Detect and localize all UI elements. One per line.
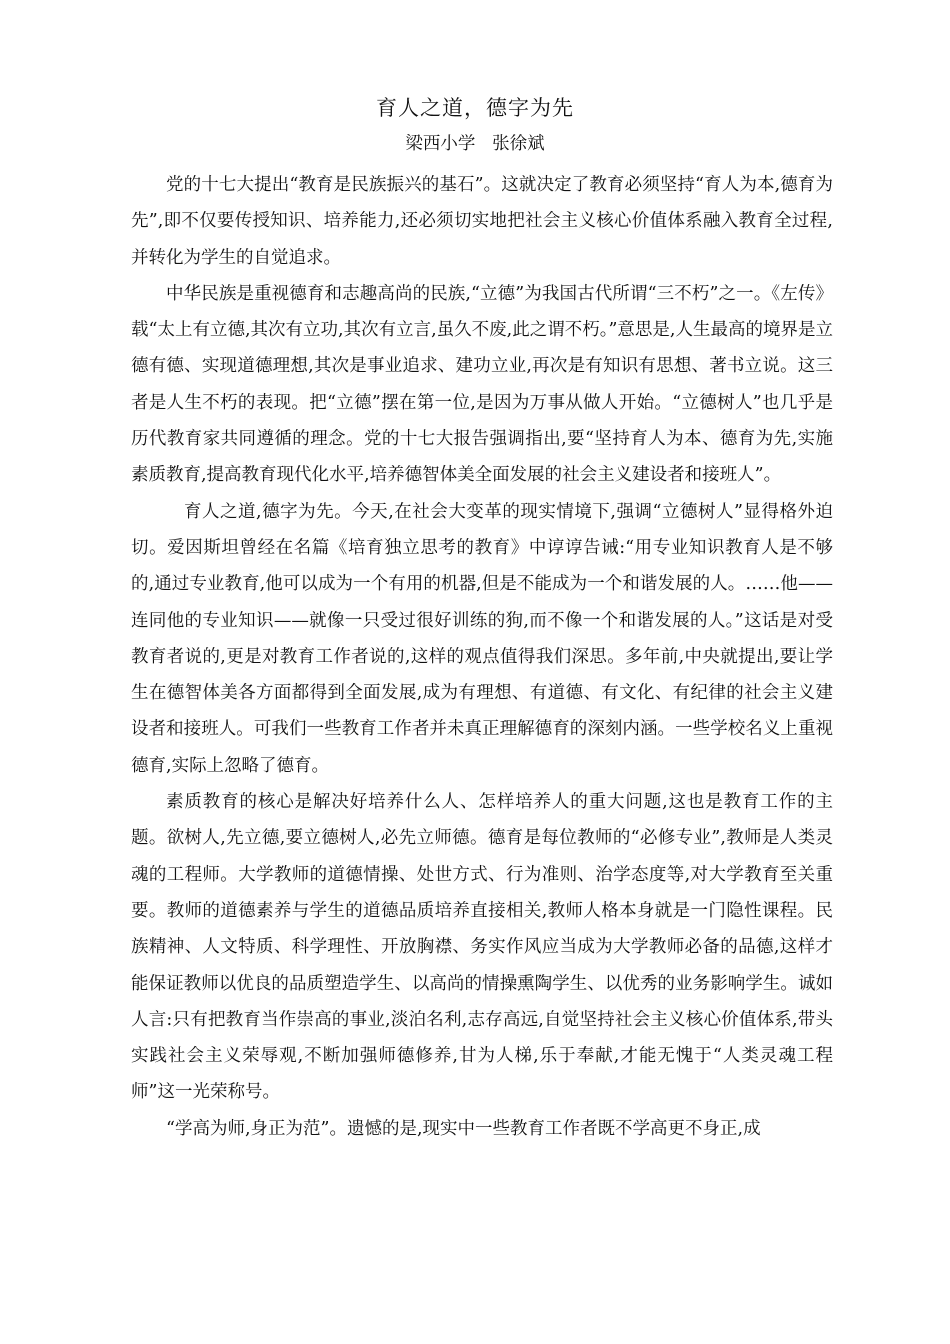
document-author: 梁西小学 张徐斌	[405, 134, 545, 154]
paragraph-4: 素质教育的核心是解决好培养什么人、怎样培养人的重大问题,这也是教育工作的主题。欲树人,先立德,要立德树人,必先立师德。德育是每位教师的“必修专业”,教师是人类灵魂的工程师。大学教师的道德情操、处世方式、行为准则、治学态度等,对大学教育至关重要。教师的道德素养与学生的道德品质培养直接相关,教师人格本身就是一门隐性课程。民族精神、人文特质、科学理性、开放胸襟、务实作风应当成为大学教师必备的品德,这样才能保证教师以优良的品质塑造学生、以高尚的情操熏陶学生、以优秀的业务影响学生。诚如人言:只有把教育当作崇高的事业,淡泊名利,志存高远,自觉坚持社会主义核心价值体系,带头实践社会主义荣辱观,不断加强师德修养,甘为人梯,乐于奉献,才能无愧于“人类灵魂工程师”这一光荣称号。	[131, 792, 833, 1103]
document-title: 育人之道，德字为先	[376, 96, 574, 120]
document-body	[131, 167, 833, 1147]
paragraph-3: 育人之道,德字为先。今天,在社会大变革的现实情境下,强调“立德树人”显得格外迫切。爱因斯坦曾经在名篇《培育独立思考的教育》中谆谆告诫:“用专业知识教育人是不够的,通过专业教育,他可以成为一个有用的机器,但是不能成为一个和谐发展的人。……他——连同他的专业知识——就像一只受过很好训练的狗,而不像一个和谐发展的人。”这话是对受教育者说的,更是对教育工作者说的,这样的观点值得我们深思。多年前,中央就提出,要让学生在德智体美各方面都得到全面发展,成为有理想、有道德、有文化、有纪律的社会主义建设者和接班人。可我们一些教育工作者并未真正理解德育的深刻内涵。一些学校名义上重视德育,实际上忽略了德育。	[131, 501, 833, 776]
paragraph-2: 中华民族是重视德育和志趣高尚的民族,“立德”为我国古代所谓“三不朽”之一。《左传》载“太上有立德,其次有立功,其次有立言,虽久不废,此之谓不朽。”意思是,人生最高的境界是立德有德、实现道德理想,其次是事业追求、建功立业,再次是有知识有思想、著书立说。这三者是人生不朽的表现。把“立德”摆在第一位,是因为万事从做人开始。“立德树人”也几乎是历代教育家共同遵循的理念。党的十七大报告强调指出,要“坚持育人为本、德育为先,实施素质教育,提高教育现代化水平,培养德智体美全面发展的社会主义建设者和接班人”。	[131, 283, 833, 486]
paragraph-1: 党的十七大提出“教育是民族振兴的基石”。这就决定了教育必须坚持“育人为本,德育为先”,即不仅要传授知识、培养能力,还必须切实地把社会主义核心价值体系融入教育全过程,并转化为学生的自觉追求。	[131, 175, 833, 268]
paragraph-5: “学高为师,身正为范”。遗憾的是,现实中一些教育工作者既不学高更不身正,成	[166, 1118, 761, 1139]
